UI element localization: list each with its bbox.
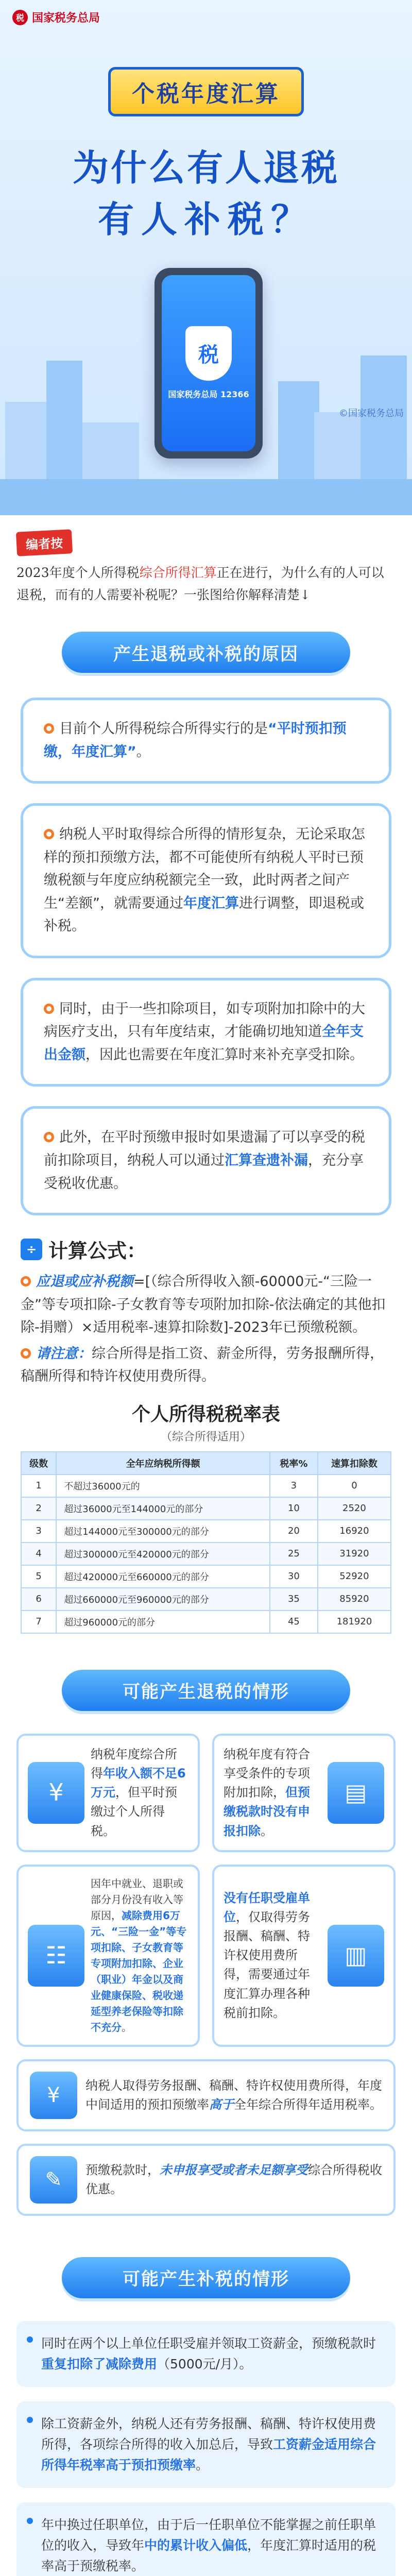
section-header-pay: 可能产生补税的情形 [62,2257,350,2298]
calc-title: 计算公式： [48,1240,147,1263]
refund-card-grid [16,1734,396,2047]
calc-heading [21,1235,391,1263]
editor-text: 2023年度个人所得税综合所得汇算正在进行，为什么有的人可以退税，而有的人需要补税呢？一张图给你解释清楚↓ [16,565,384,602]
formula-note: 请注意：综合所得是指工资、薪金所得，劳务报酬所得，稿酬所得和特许权使用费所得。 [21,1345,384,1385]
pay-item-3: 年中换过任职单位，由于后一任职单位不能掌握之前任职单位的收入，导致年中的累计收入偏低，年度汇算时适用的税率高于预缴税率。 [16,2502,396,2576]
reason-box-2: 纳税人平时取得综合所得的情形复杂，无论采取怎样的预扣预缴方法，都不可能使所有纳税人平时已预缴税额与年度应纳税额完全一致，此时两者之间产生“差额”，就需要通过年度汇算进行调整，即退税或补税。 [21,803,391,958]
phone-screen [162,275,255,451]
table-row: 5 超过420000元至660000元的部分 30 52920 [21,1565,391,1588]
brand-mark-icon: 税 [12,10,28,25]
rate-table-subtitle: （综合所得适用） [160,1430,251,1444]
formula-text: 应退或应补税额=[（综合所得收入额-60000元-“三险一金”等专项扣除-子女教育等专项附加扣除-依法确定的其他扣除-捐赠）×适用税率-速算扣除数]-2023年已预缴税额。 [21,1274,386,1336]
refund-wide-1: ¥ 纳税人取得劳务报酬、稿酬、特许权使用费所得，年度中间适用的预扣预缴率高于全年综合所得年适用税率。 [16,2059,396,2131]
document-icon: ▤ [328,1762,384,1824]
section-header-refund: 可能产生退税的情形 [62,1670,350,1711]
col-header: 速算扣除数 [318,1452,391,1475]
money-icon: ¥ [28,1762,84,1824]
rate-table-title: 个人所得税税率表 [131,1403,280,1425]
bullet-ring-icon [44,1004,54,1014]
reason-box-4: 此外，在平时预缴申报时如果遗漏了可以享受的税前扣除项目，纳税人可以通过汇算查遗补漏，充分享受税收优惠。 [21,1106,391,1215]
table-row: 4 超过300000元至420000元的部分 25 31920 [21,1543,391,1565]
reason-box-3: 同时，由于一些扣除项目，如专项附加扣除中的大病医疗支出，只有年度结束，才能确切地知道全年支出金额，因此也需要在年度汇算时来补充享受扣除。 [21,978,391,1087]
col-header: 税率% [270,1452,318,1475]
table-row: 3 超过144000元至300000元的部分 20 16920 [21,1520,391,1543]
calculator-icon: ÷ [21,1239,42,1260]
form-icon: ✎ [30,2156,77,2204]
rate-table [21,1451,391,1634]
refund-card-2: 纳税年度有符合享受条件的专项附加扣除，但预缴税款时没有申报扣除。 ▤ [212,1734,396,1852]
hero-badge: 个税年度汇算 [108,67,304,116]
section-header-reasons: 产生退税或补税的原因 [62,632,350,673]
bullet-ring-icon [21,1276,31,1286]
brand-logo [12,9,100,25]
calendar-icon: ☷ [28,1925,84,1987]
bullet-ring-icon [44,1132,54,1142]
image-credit: ©国家税务总局 [339,408,404,419]
bullet-ring-icon [44,829,54,839]
table-row: 2 超过36000元至144000元的部分 10 2520 [21,1497,391,1520]
reason-box-1: 目前个人所得税综合所得实行的是“平时预扣预缴，年度汇算”。 [21,698,391,784]
bullet-ring-icon [21,1348,31,1359]
table-row: 6 超过660000元至960000元的部分 35 85920 [21,1588,391,1611]
hero-banner [0,0,412,515]
pay-item-1: 同时在两个以上单位任职受雇并领取工资薪金，预缴税款时重复扣除了减除费用（5000元/月）。 [16,2321,396,2387]
phone-app-label: 国家税务总局 12366 [168,389,249,399]
hero-title-line2: 有人补税？ [98,198,314,241]
refund-card-1: ¥ 纳税年度综合所得年收入额不足6万元，但平时预缴过个人所得税。 [16,1734,200,1852]
pay-item-2: 除工资薪金外，纳税人还有劳务报酬、稿酬、特许权使用费所得，各项综合所得的收入加总后，导致工资薪金适用综合所得年税率高于预扣预缴率。 [16,2401,396,2488]
table-row: 1 不超过36000元的 3 0 [21,1475,391,1497]
phone-illustration [154,268,263,459]
table-header-row [21,1452,391,1475]
shield-icon: 税 [185,326,232,381]
refund-wide-2: ✎ 预缴税款时，未申报享受或者未足额享受综合所得税收优惠。 [16,2144,396,2216]
col-header: 全年应纳税所得额 [56,1452,270,1475]
col-header: 级数 [21,1452,56,1475]
hero-title-line1: 为什么有人退税 [73,147,339,189]
refund-card-3: ☷ 因年中就业、退职或部分月份没有收入等原因，减除费用6万元、“三险一金”等专项扣除、子女教育等专项附加扣除、企业（职业）年金以及商业健康保险、税收递延型养老保险等扣除不充分。 [16,1865,200,2047]
bullet-ring-icon [44,723,54,734]
table-row: 7 超过960000元的部分 45 181920 [21,1611,391,1633]
building-icon: ▥ [328,1925,384,1987]
money-bag-icon: ¥ [30,2072,77,2119]
editor-tag: 编者按 [16,529,73,556]
editor-note [16,512,396,606]
brand-name: 国家税务总局 [32,12,100,25]
refund-card-4: 没有任职受雇单位，仅取得劳务报酬、稿酬、特许权使用费所得，需要通过年度汇算办理各种税前扣除。 ▥ [212,1865,396,2047]
editor-highlight: 综合所得汇算 [139,565,217,580]
